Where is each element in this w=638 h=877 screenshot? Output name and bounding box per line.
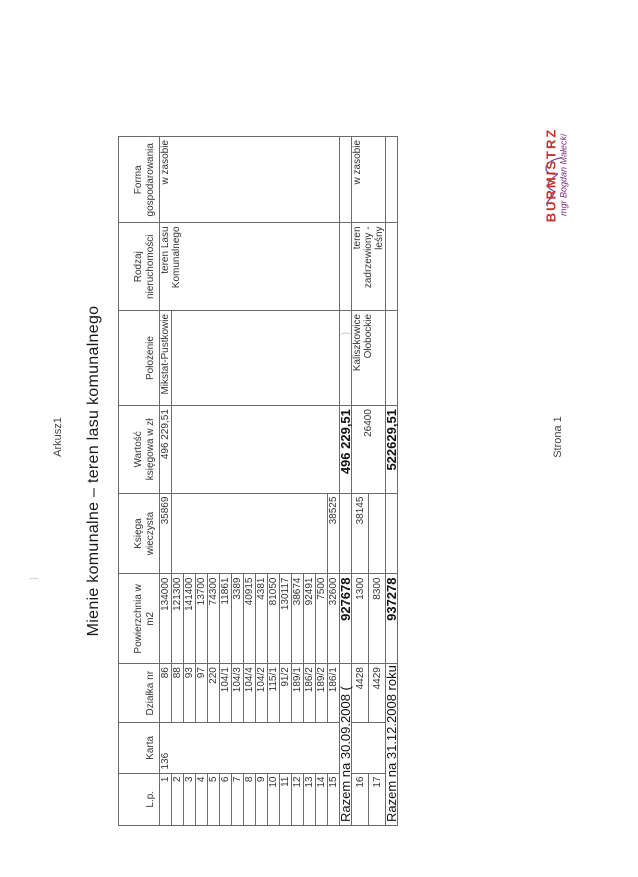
- subtotal-empty: [340, 223, 352, 310]
- subtotal-empty: [340, 310, 352, 405]
- cell-lp: 8: [244, 773, 256, 825]
- cell-dzialka: 115/1: [268, 664, 280, 723]
- cell-pow: 121300: [172, 574, 184, 664]
- cell-polozenie-empty: [172, 310, 340, 405]
- cell-dzialka: 4429: [369, 664, 386, 723]
- cell-dzialka: 86: [160, 664, 172, 723]
- subtotal-empty: [340, 493, 352, 574]
- total-empty: [386, 310, 398, 405]
- page-number: Strona 1: [552, 416, 564, 458]
- cell-lp: 12: [292, 773, 304, 825]
- cell-wartosc: 496 229,51: [160, 406, 172, 493]
- header-lp: L.p.: [119, 773, 160, 825]
- cell-ksiega-empty: [172, 493, 328, 574]
- cell-dzialka: 4428: [352, 664, 369, 723]
- cell-dzialka: 93: [184, 664, 196, 723]
- mayor-stamp: [544, 128, 569, 223]
- cell-pow: 11861: [220, 574, 232, 664]
- cell-karta-empty: [352, 723, 386, 773]
- cell-forma: w zasobie: [160, 137, 340, 223]
- cell-dzialka: 91/2: [280, 664, 292, 723]
- cell-lp: 6: [220, 773, 232, 825]
- total-wartosc: 522629,51: [386, 406, 398, 493]
- cell-lp: 2: [172, 773, 184, 825]
- cell-lp: 4: [196, 773, 208, 825]
- cell-pow: 81050: [268, 574, 280, 664]
- cell-ksiega-empty: [369, 493, 386, 574]
- property-table-rotated: [118, 136, 478, 826]
- cell-lp: 11: [280, 773, 292, 825]
- header-polozenie: Położenie: [119, 310, 160, 405]
- total-empty: [386, 223, 398, 310]
- cell-lp: 3: [184, 773, 196, 825]
- cell-lp: 1: [160, 773, 172, 825]
- header-forma: Forma gospodarowania: [119, 137, 160, 223]
- total-label: Razem na 31.12.2008 roku: [386, 664, 398, 826]
- cell-wartosc: 26400: [352, 406, 386, 493]
- cell-karta: 136: [160, 723, 340, 773]
- page-title: Mienie komunalne – teren lasu komunalnego: [85, 305, 102, 637]
- cell-pow: 3389: [232, 574, 244, 664]
- cell-ksiega: 38145: [352, 493, 369, 574]
- cell-forma: w zasobie: [352, 137, 386, 223]
- cell-lp: 5: [208, 773, 220, 825]
- cell-polozenie: Kaliszkowice Ołobockie: [352, 310, 386, 405]
- cell-pow: 8300: [369, 574, 386, 664]
- property-table: [118, 136, 398, 826]
- subtotal-row: [340, 137, 352, 826]
- cell-rodzaj: teren zadrzewiony - leśny: [352, 223, 386, 310]
- cell-dzialka: 189/2: [316, 664, 328, 723]
- cell-dzialka: 104/4: [244, 664, 256, 723]
- total-empty: [386, 493, 398, 574]
- stamp-person: mgr Bogdan Małecki: [558, 133, 569, 217]
- cell-ksiega: 35869: [160, 493, 172, 574]
- cell-dzialka: 189/1: [292, 664, 304, 723]
- total-row: [386, 137, 398, 826]
- cell-lp: 15: [328, 773, 340, 825]
- stamp-office: BURMISTRZ: [543, 127, 559, 223]
- cell-dzialka: 186/2: [304, 664, 316, 723]
- cell-dzialka: 104/3: [232, 664, 244, 723]
- cell-dzialka: 97: [196, 664, 208, 723]
- cell-pow: 1300: [352, 574, 369, 664]
- total-pow: 937278: [386, 574, 398, 664]
- cell-pow: 4381: [256, 574, 268, 664]
- total-empty: [386, 137, 398, 223]
- cell-pow: 92491: [304, 574, 316, 664]
- scan-mark: ⌒: [28, 577, 41, 591]
- cell-pow: 7500: [316, 574, 328, 664]
- cell-dzialka: 104/2: [256, 664, 268, 723]
- cell-polozenie: Mikstat-Pustkowie: [160, 310, 172, 405]
- header-powierzchnia: Powierzchnia w m2: [119, 574, 160, 664]
- cell-lp: 17: [369, 773, 386, 825]
- cell-dzialka: 104/1: [220, 664, 232, 723]
- sheet-name: Arkusz1: [52, 417, 64, 457]
- cell-dzialka: 186/1: [328, 664, 340, 723]
- subtotal-empty: [340, 137, 352, 223]
- cell-pow: 13700: [196, 574, 208, 664]
- cell-pow: 141400: [184, 574, 196, 664]
- cell-ksiega: 38525: [328, 493, 340, 574]
- cell-lp: 14: [316, 773, 328, 825]
- subtotal-pow: 927678: [340, 574, 352, 664]
- subtotal-label: Razem na 30.09.2008 (: [340, 664, 352, 826]
- cell-pow: 74300: [208, 574, 220, 664]
- cell-pow: 134000: [160, 574, 172, 664]
- cell-lp: 7: [232, 773, 244, 825]
- cell-lp: 9: [256, 773, 268, 825]
- cell-lp: 13: [304, 773, 316, 825]
- cell-wartosc-empty: [172, 406, 340, 493]
- cell-dzialka: 220: [208, 664, 220, 723]
- table-row: [352, 137, 369, 826]
- header-ksiega: Księga wieczysta: [119, 493, 160, 574]
- cell-pow: 130117: [280, 574, 292, 664]
- scan-mark: ⌒: [340, 332, 353, 346]
- cell-pow: 38674: [292, 574, 304, 664]
- header-dzialka: Działka nr: [119, 664, 160, 723]
- header-karta: Karta: [119, 723, 160, 773]
- cell-pow: 40915: [244, 574, 256, 664]
- header-wartosc: Wartość księgowa w zł: [119, 406, 160, 493]
- cell-lp: 10: [268, 773, 280, 825]
- cell-pow: 32600: [328, 574, 340, 664]
- cell-dzialka: 88: [172, 664, 184, 723]
- header-row: [119, 137, 160, 826]
- header-rodzaj: Rodzaj nieruchomości: [119, 223, 160, 310]
- cell-lp: 16: [352, 773, 369, 825]
- subtotal-wartosc: 496 229,51: [340, 406, 352, 493]
- table-row: [160, 137, 172, 826]
- cell-rodzaj: teren Lasu Komunalnego: [160, 223, 340, 310]
